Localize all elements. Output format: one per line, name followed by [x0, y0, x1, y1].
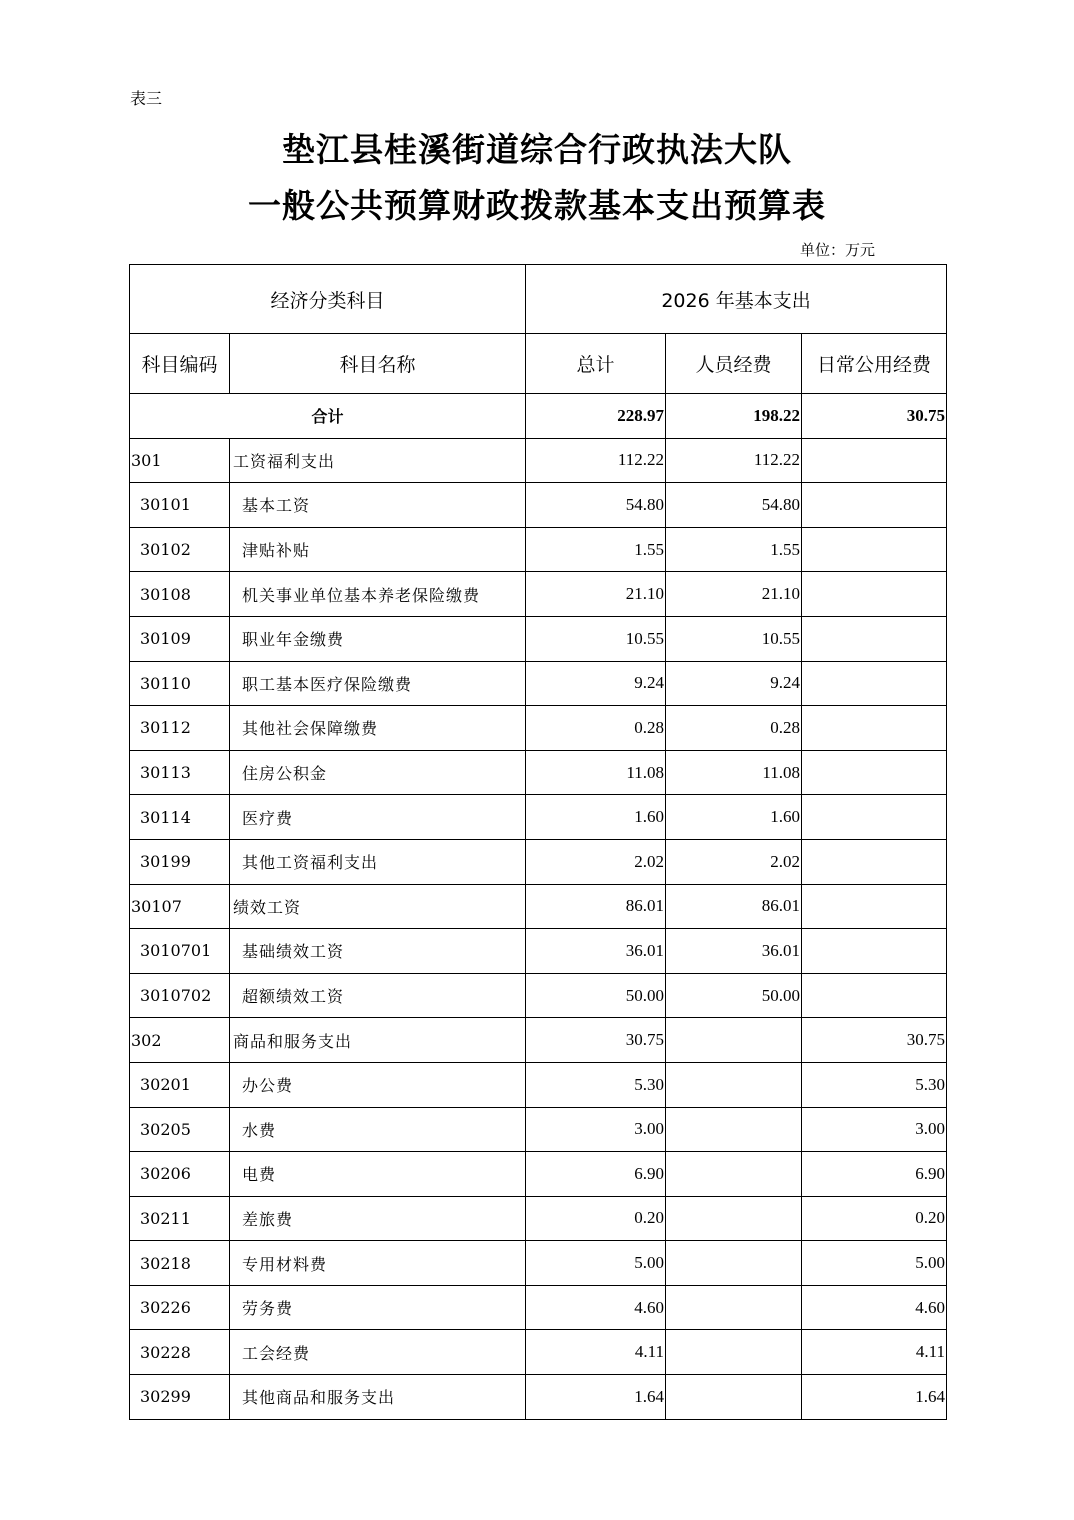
row-name: 差旅费 [230, 1196, 526, 1241]
row-total: 30.75 [526, 1018, 666, 1063]
header-economic-class: 经济分类科目 [130, 265, 526, 334]
table-row [130, 1107, 947, 1152]
row-personnel: 1.55 [666, 527, 802, 572]
table-row [130, 1330, 947, 1375]
row-public [802, 706, 947, 751]
header-total: 总计 [526, 334, 666, 394]
total-public: 30.75 [802, 394, 947, 439]
row-public: 3.00 [802, 1107, 947, 1152]
row-code: 3010702 [130, 973, 230, 1018]
row-public: 4.11 [802, 1330, 947, 1375]
row-public: 6.90 [802, 1152, 947, 1197]
table-row [130, 1152, 947, 1197]
row-total: 1.64 [526, 1375, 666, 1420]
row-personnel: 2.02 [666, 839, 802, 884]
row-code: 30109 [130, 616, 230, 661]
row-total: 50.00 [526, 973, 666, 1018]
row-personnel [666, 1330, 802, 1375]
table-row [130, 750, 947, 795]
row-code: 30299 [130, 1375, 230, 1420]
row-public [802, 438, 947, 483]
row-total: 4.11 [526, 1330, 666, 1375]
row-total: 54.80 [526, 483, 666, 528]
doc-label: 表三 [130, 89, 163, 108]
row-total: 1.55 [526, 527, 666, 572]
table-row [130, 1241, 947, 1286]
table-row [130, 661, 947, 706]
row-public [802, 929, 947, 974]
row-personnel [666, 1241, 802, 1286]
row-total: 5.00 [526, 1241, 666, 1286]
row-code: 30102 [130, 527, 230, 572]
header-name: 科目名称 [230, 334, 526, 394]
row-total: 86.01 [526, 884, 666, 929]
row-name: 超额绩效工资 [230, 973, 526, 1018]
table-row [130, 795, 947, 840]
row-personnel [666, 1062, 802, 1107]
row-public: 30.75 [802, 1018, 947, 1063]
row-personnel: 10.55 [666, 616, 802, 661]
total-label: 合计 [130, 394, 526, 439]
row-total: 4.60 [526, 1285, 666, 1330]
row-name: 绩效工资 [230, 884, 526, 929]
row-total: 5.30 [526, 1062, 666, 1107]
table-row [130, 438, 947, 483]
row-name: 劳务费 [230, 1285, 526, 1330]
header-code: 科目编码 [130, 334, 230, 394]
table-row [130, 973, 947, 1018]
row-total: 11.08 [526, 750, 666, 795]
row-public [802, 527, 947, 572]
header-public: 日常公用经费 [802, 334, 947, 394]
header-personnel: 人员经费 [666, 334, 802, 394]
row-total: 2.02 [526, 839, 666, 884]
row-name: 商品和服务支出 [230, 1018, 526, 1063]
row-public [802, 795, 947, 840]
row-personnel: 86.01 [666, 884, 802, 929]
row-name: 基本工资 [230, 483, 526, 528]
row-code: 30205 [130, 1107, 230, 1152]
row-personnel: 11.08 [666, 750, 802, 795]
row-name: 职业年金缴费 [230, 616, 526, 661]
row-public [802, 973, 947, 1018]
table-row [130, 1018, 947, 1063]
row-name: 基础绩效工资 [230, 929, 526, 974]
row-code: 30226 [130, 1285, 230, 1330]
row-code: 30218 [130, 1241, 230, 1286]
table-row [130, 1062, 947, 1107]
row-total: 36.01 [526, 929, 666, 974]
row-public [802, 661, 947, 706]
total-total: 228.97 [526, 394, 666, 439]
header-basic-expenditure: 2026 年基本支出 [526, 265, 947, 334]
row-total: 21.10 [526, 572, 666, 617]
row-code: 30110 [130, 661, 230, 706]
row-code: 30114 [130, 795, 230, 840]
table-row [130, 884, 947, 929]
row-code: 30101 [130, 483, 230, 528]
row-personnel [666, 1196, 802, 1241]
table-row [130, 1196, 947, 1241]
row-personnel: 112.22 [666, 438, 802, 483]
row-name: 专用材料费 [230, 1241, 526, 1286]
budget-table [129, 264, 947, 1420]
row-code: 30107 [130, 884, 230, 929]
row-name: 住房公积金 [230, 750, 526, 795]
table-row [130, 839, 947, 884]
row-name: 办公费 [230, 1062, 526, 1107]
row-public: 4.60 [802, 1285, 947, 1330]
row-total: 1.60 [526, 795, 666, 840]
row-public [802, 616, 947, 661]
table-row [130, 929, 947, 974]
row-total: 9.24 [526, 661, 666, 706]
table-row [130, 572, 947, 617]
row-name: 工会经费 [230, 1330, 526, 1375]
row-total: 0.28 [526, 706, 666, 751]
row-personnel: 50.00 [666, 973, 802, 1018]
row-public [802, 572, 947, 617]
row-code: 3010701 [130, 929, 230, 974]
row-personnel: 0.28 [666, 706, 802, 751]
table-row [130, 1285, 947, 1330]
row-name: 津贴补贴 [230, 527, 526, 572]
page-title-line1: 垫江县桂溪街道综合行政执法大队 [282, 130, 792, 169]
row-personnel: 54.80 [666, 483, 802, 528]
row-code: 30228 [130, 1330, 230, 1375]
row-personnel: 1.60 [666, 795, 802, 840]
row-personnel [666, 1375, 802, 1420]
row-public: 1.64 [802, 1375, 947, 1420]
row-total: 6.90 [526, 1152, 666, 1197]
table-row [130, 483, 947, 528]
row-name: 职工基本医疗保险缴费 [230, 661, 526, 706]
row-personnel: 36.01 [666, 929, 802, 974]
page-title-line2: 一般公共预算财政拨款基本支出预算表 [248, 186, 826, 225]
row-public [802, 884, 947, 929]
row-name: 电费 [230, 1152, 526, 1197]
table-row [130, 1375, 947, 1420]
row-total: 0.20 [526, 1196, 666, 1241]
row-public: 5.30 [802, 1062, 947, 1107]
row-name: 医疗费 [230, 795, 526, 840]
row-total: 112.22 [526, 438, 666, 483]
table-row [130, 527, 947, 572]
row-personnel [666, 1285, 802, 1330]
row-public: 0.20 [802, 1196, 947, 1241]
row-name: 其他商品和服务支出 [230, 1375, 526, 1420]
row-personnel [666, 1018, 802, 1063]
row-public [802, 839, 947, 884]
row-code: 30199 [130, 839, 230, 884]
row-name: 其他工资福利支出 [230, 839, 526, 884]
row-name: 其他社会保障缴费 [230, 706, 526, 751]
row-code: 30206 [130, 1152, 230, 1197]
row-public [802, 483, 947, 528]
row-code: 30113 [130, 750, 230, 795]
row-name: 水费 [230, 1107, 526, 1152]
header-column-row [130, 334, 947, 394]
table-row [130, 616, 947, 661]
row-personnel: 9.24 [666, 661, 802, 706]
row-code: 30201 [130, 1062, 230, 1107]
row-code: 30112 [130, 706, 230, 751]
row-code: 302 [130, 1018, 230, 1063]
row-total: 3.00 [526, 1107, 666, 1152]
row-public [802, 750, 947, 795]
row-code: 301 [130, 438, 230, 483]
header-group-row [130, 265, 947, 334]
row-personnel: 21.10 [666, 572, 802, 617]
total-row [130, 394, 947, 439]
row-name: 机关事业单位基本养老保险缴费 [230, 572, 526, 617]
unit-note: 单位：万元 [800, 241, 876, 259]
row-public: 5.00 [802, 1241, 947, 1286]
table-row [130, 706, 947, 751]
row-code: 30108 [130, 572, 230, 617]
row-code: 30211 [130, 1196, 230, 1241]
row-name: 工资福利支出 [230, 438, 526, 483]
row-total: 10.55 [526, 616, 666, 661]
total-personnel: 198.22 [666, 394, 802, 439]
row-personnel [666, 1152, 802, 1197]
row-personnel [666, 1107, 802, 1152]
